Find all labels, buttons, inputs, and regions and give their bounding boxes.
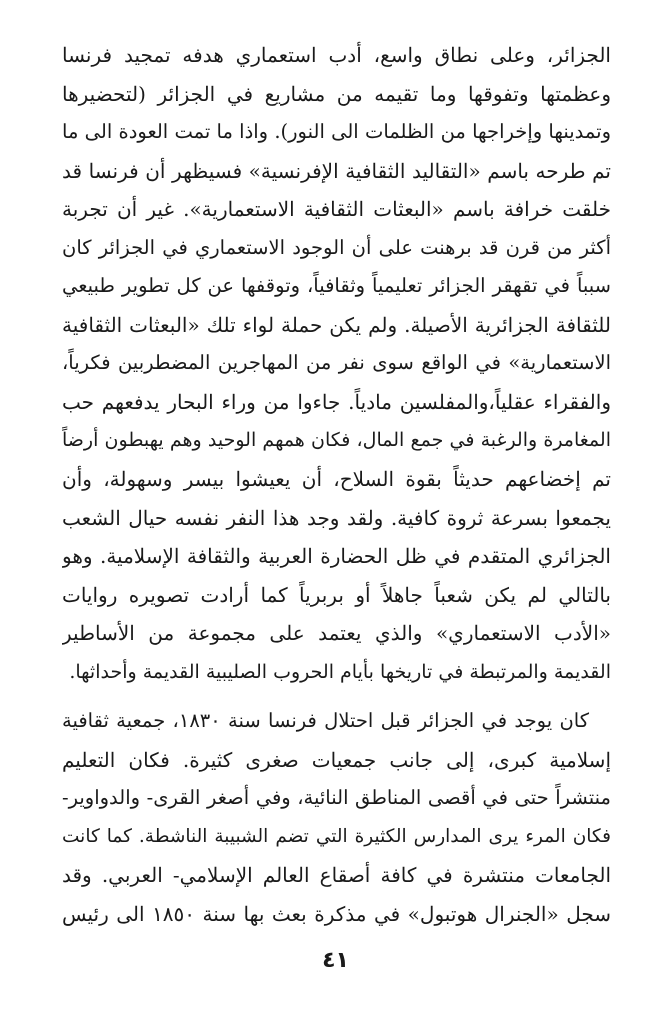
paragraph-2 (62, 702, 611, 933)
paragraph-1 (62, 36, 611, 691)
text-line: سجل «الجنرال هوتبول» في مذكرة بعث بها سنة ١٨٥٠ الى رئيس (62, 901, 611, 926)
page-number: ٤١ (322, 948, 349, 973)
text-line: للثقافة الجزائرية الأصيلة. ولم يكن حملة لواء تلك «البعثات الثقافية (62, 312, 611, 337)
text-line: الاستعمارية» في الواقع سوى نفر من المهاجرين المضطربين فكرياً، (62, 351, 611, 375)
text-line: يجمعوا بسرعة ثروة كافية. ولقد وجد هذا النفر نفسه حيال الشعب (62, 505, 611, 530)
text-line: والفقراء عقلياً،والمفلسين مادياً. جاءوا من وراء البحار يدفعهم حب (62, 389, 611, 414)
text-line: الجزائري المتقدم في ظل الحضارة العربية والثقافة الإسلامية. وهو (62, 544, 611, 569)
text-line: منتشراً حتى في أقصى المناطق النائية، وفي أصغر القرى- والدواوير- (62, 786, 611, 810)
text-line: الجامعات منتشرة في كافة أصقاع العالم الإسلامي- العربي. وقد (62, 863, 611, 888)
text-line: الجزائر، وعلى نطاق واسع، أدب استعماري هدفه تمجيد فرنسا (62, 43, 611, 67)
text-line: إسلامية كبرى، إلى جانب جمعيات صغرى كثيرة. فكان التعليم (62, 747, 611, 772)
text-line: تم إخضاعهم حديثاً بقوة السلاح، أن يعيشوا بيسر وسهولة، وأن (62, 467, 611, 492)
text-line: فكان المرء يرى المدارس الكثيرة التي تضم الشبيبة الناشطة. كما كانت (62, 825, 611, 847)
text-line: أكثر من قرن قد برهنت على أن الوجود الاستعماري في الجزائر كان (62, 235, 611, 259)
text-line: بالتالي لم يكن شعباً جاهلاً أو بربرياً كما أرادت تصويره روايات (62, 582, 611, 607)
text-line: تم طرحه باسم «التقاليد الثقافية الإفرنسية» فسيظهر أن فرنسا قد (62, 158, 611, 183)
text-line: القديمة والمرتبطة في تاريخها بأيام الحروب الصليبية القديمة وأحداثها. (69, 660, 611, 683)
text-line: خلقت خرافة باسم «البعثات الثقافية الاستعمارية». غير أن تجربة (62, 197, 611, 222)
text-line: كان يوجد في الجزائر قبل احتلال فرنسا سنة ١٨٣٠، جمعية ثقافية (62, 709, 589, 732)
text-line: وعظمتها وتفوقها وما تقيمه من مشاريع في الجزائر (لتحضيرها (62, 81, 611, 106)
text-line: المغامرة والرغبة في جمع المال، فكان همهم الوحيد وهم يهبطون أرضاً (62, 429, 611, 452)
text-line: سبباً في تقهقر الجزائر تعليمياً وثقافياً، وتوقفها عن كل تطوير طبيعي (62, 274, 611, 298)
text-line: «الأدب الاستعماري» والذي يعتمد على مجموعة من الأساطير (62, 621, 611, 646)
text-line: وتمدينها وإخراجها من الظلمات الى النور). واذا ما تمت العودة الى ما (62, 120, 611, 144)
